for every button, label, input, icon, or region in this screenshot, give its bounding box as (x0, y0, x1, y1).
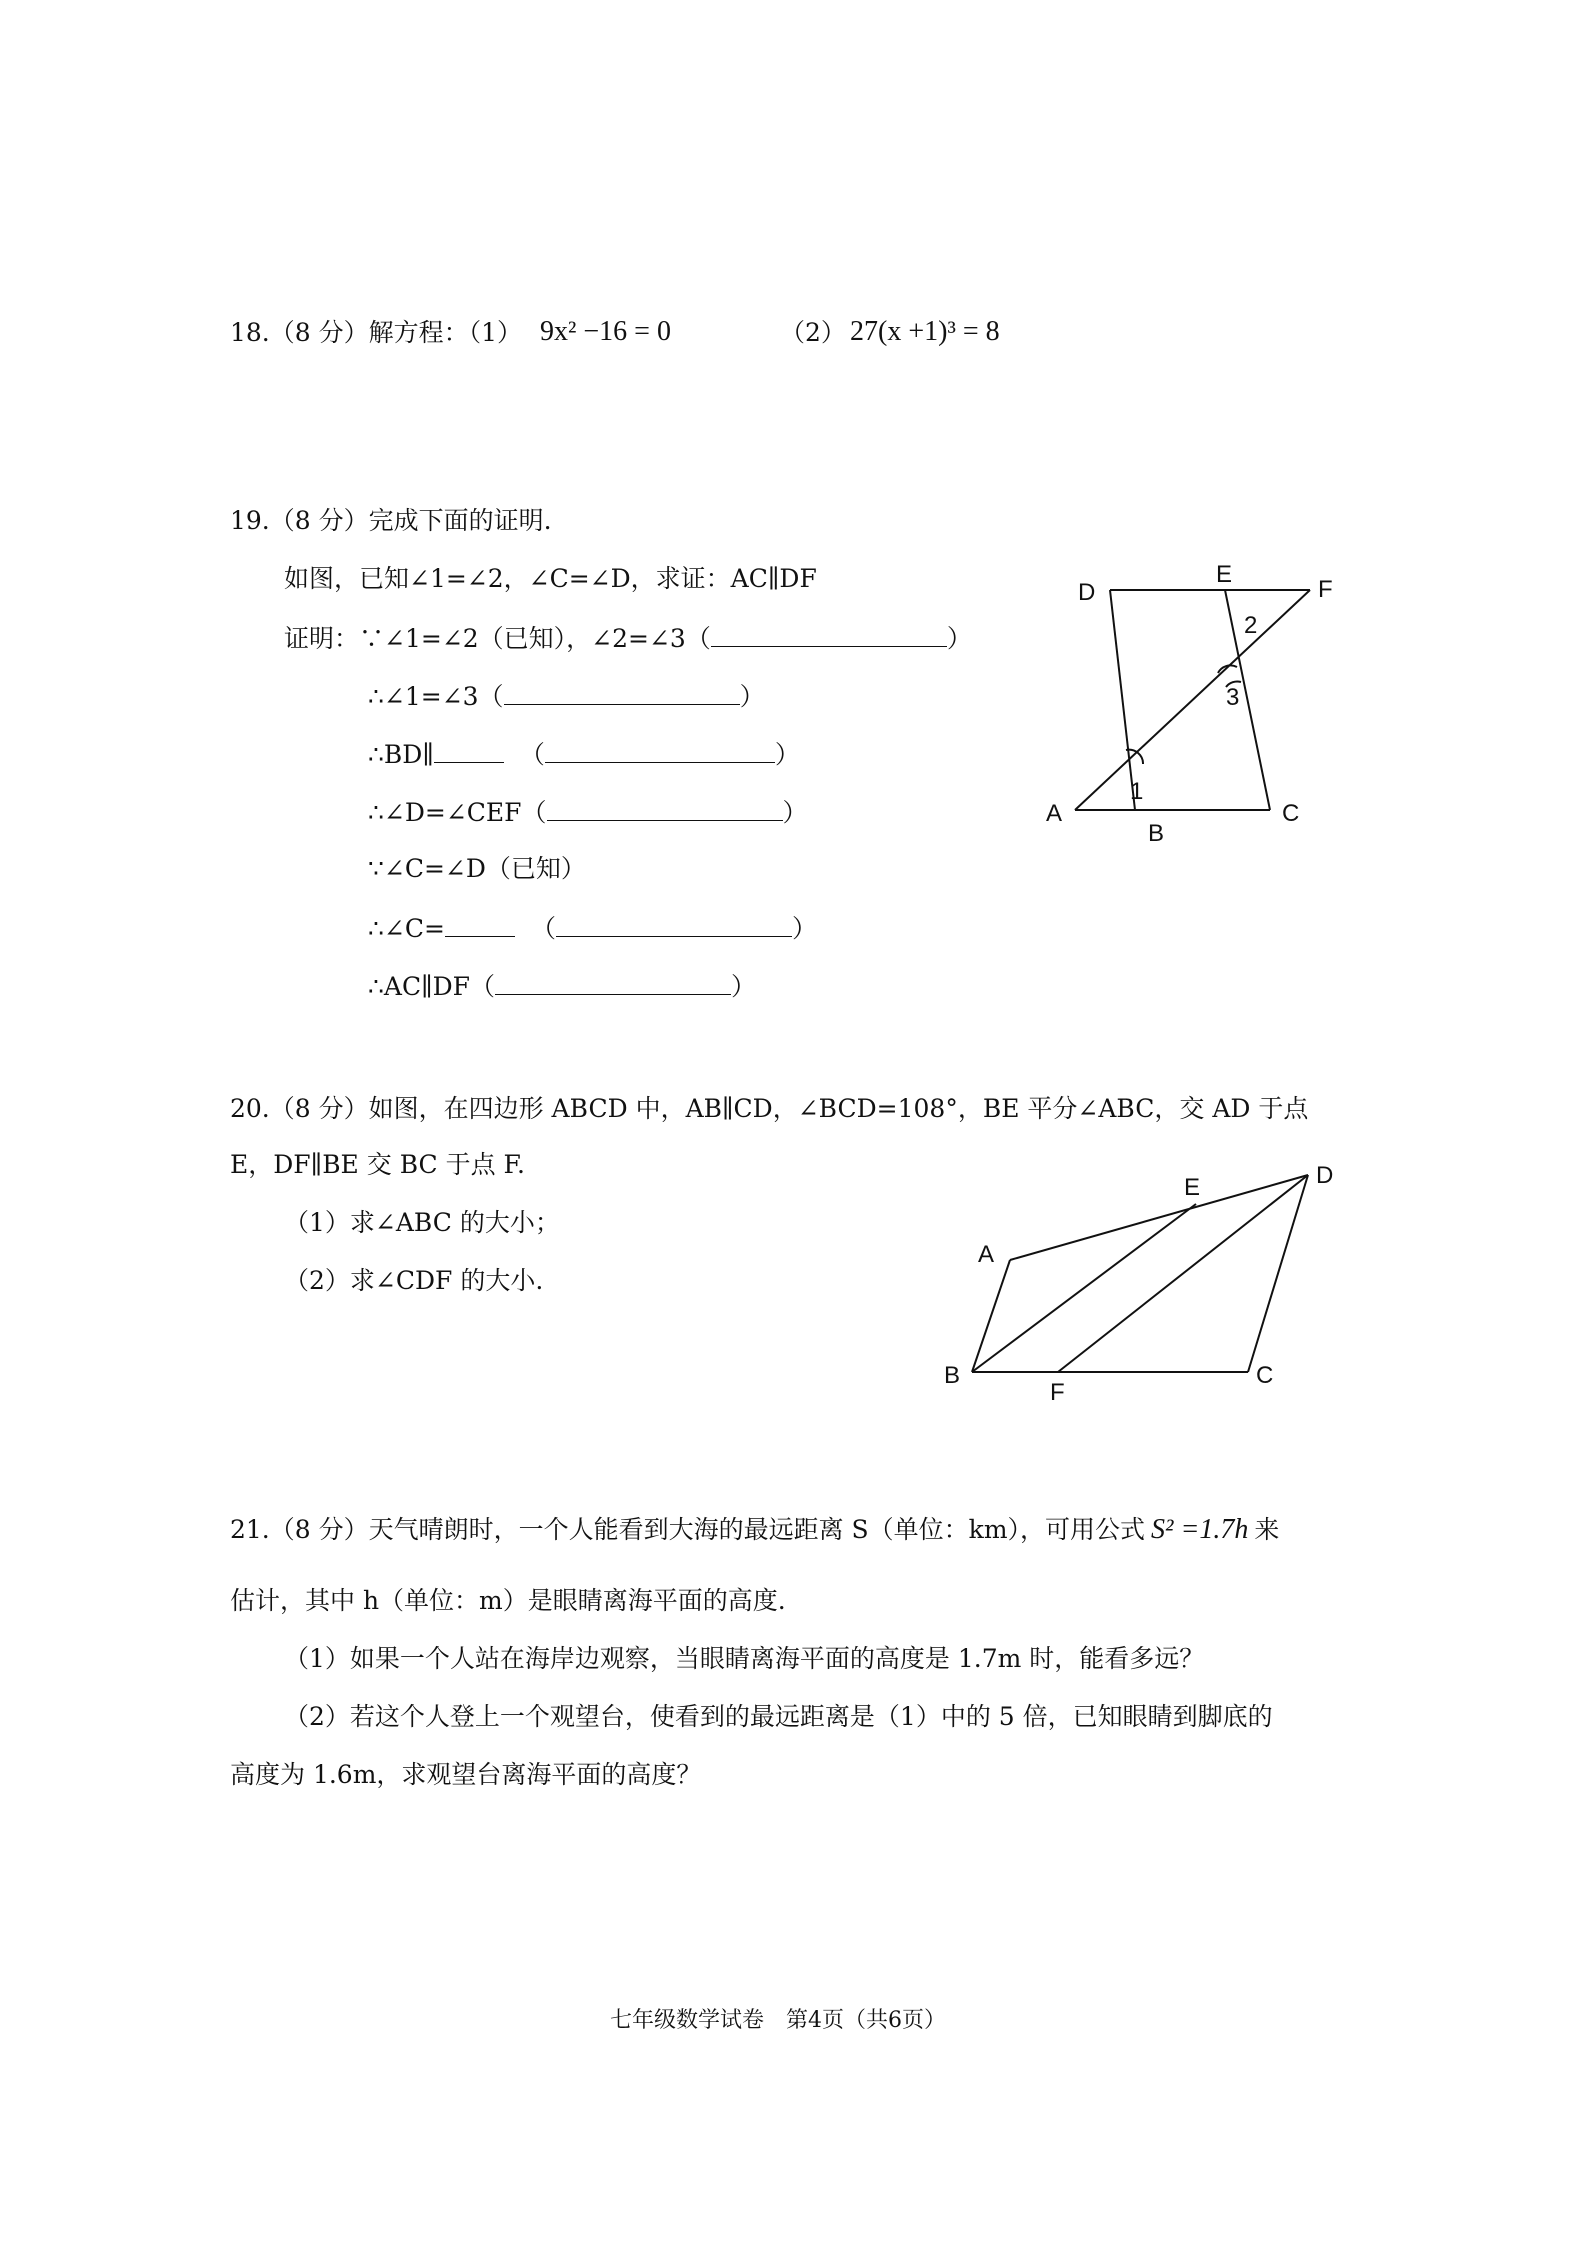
label-E: E (1216, 561, 1233, 588)
label-A: A (978, 1241, 995, 1268)
q21-formula: S² =1.7h (1151, 1514, 1249, 1545)
q20-sub-1: （1）求∠ABC 的大小； (284, 1208, 560, 1237)
label-B: B (1148, 820, 1165, 847)
line-DB (1110, 590, 1135, 810)
q19-blank-7[interactable] (495, 972, 731, 995)
line-CD (1248, 1175, 1308, 1372)
label-E: E (1184, 1174, 1201, 1201)
close-paren: ） (774, 740, 800, 769)
q20-sub-2: （2）求∠CDF 的大小. (284, 1266, 544, 1295)
q21-sub-2a: （2）若这个人登上一个观望台，使看到的最远距离是（1）中的 5 倍，已知眼睛到脚底的 (284, 1702, 1273, 1731)
line-BE (972, 1204, 1196, 1372)
q21-sub-1: （1）如果一个人站在海岸边观察，当眼睛离海平面的高度是 1.7m 时，能看多远？ (284, 1644, 1205, 1673)
close-paren: ） (782, 798, 808, 827)
q19-blank-6a[interactable] (445, 914, 515, 937)
label-A: A (1046, 800, 1063, 827)
q19-blank-3a[interactable] (434, 740, 504, 763)
q19-line4-text: ∴∠D=∠CEF（ (368, 798, 547, 827)
q19-proof-line-6 (368, 914, 817, 941)
line-DF (1058, 1175, 1308, 1372)
close-paren: ） (791, 914, 817, 943)
q21-line1-end: 来 (1254, 1515, 1280, 1544)
label-F: F (1318, 576, 1333, 603)
label-angle-1: 1 (1130, 778, 1144, 805)
q19-heading: 19.（8 分）完成下面的证明. (230, 506, 552, 535)
label-D: D (1078, 579, 1096, 606)
q19-line2-text: ∴∠1=∠3（ (368, 682, 504, 711)
q18-equation-1: 9x² −16 = 0 (540, 316, 671, 347)
q19-line3-text: ∴BD∥ (368, 740, 434, 769)
q19-figure (1030, 555, 1360, 855)
label-F: F (1050, 1379, 1065, 1406)
q21-line-2: 估计，其中 h（单位：m）是眼睛离海平面的高度. (230, 1586, 786, 1615)
q19-proof-line-3 (368, 740, 800, 767)
q19-proof-line-4 (368, 798, 808, 825)
q18-part-2-label: （2） (780, 318, 846, 347)
q21-line1-text: 21.（8 分）天气晴朗时，一个人能看到大海的最远距离 S（单位：km），可用公式 (230, 1515, 1146, 1544)
label-angle-3: 3 (1226, 684, 1240, 711)
q19-line7-text: ∴AC∥DF（ (368, 972, 496, 1001)
q19-proof-line-1 (284, 624, 972, 651)
open-paren: （ (530, 914, 556, 943)
q19-blank-1[interactable] (711, 624, 947, 647)
q19-proof-line-7 (368, 972, 756, 999)
q19-proof-line-5: ∵∠C=∠D（已知） (368, 854, 586, 883)
label-C: C (1256, 1362, 1274, 1389)
q19-line6-text: ∴∠C= (368, 914, 445, 943)
label-C: C (1282, 800, 1300, 827)
q21-sub-2b: 高度为 1.6m，求观望台离海平面的高度？ (230, 1760, 702, 1789)
open-paren: （ (519, 740, 545, 769)
q20-figure (930, 1150, 1350, 1420)
q19-given: 如图，已知∠1=∠2，∠C=∠D，求证：AC∥DF (284, 564, 817, 593)
label-B: B (944, 1362, 961, 1389)
line-AB (972, 1260, 1010, 1372)
label-D: D (1316, 1162, 1334, 1189)
q19-proof-line-2 (368, 682, 765, 709)
q19-blank-4[interactable] (547, 798, 783, 821)
q19-blank-6b[interactable] (556, 914, 792, 937)
q19-proof-label: 证明： (284, 624, 360, 653)
angle-2-arc (1218, 665, 1237, 673)
q19-blank-3b[interactable] (545, 740, 775, 763)
page-footer: 七年级数学试卷 第4页（共6页） (610, 2008, 946, 2033)
close-paren: ） (731, 972, 757, 1001)
q19-blank-2[interactable] (504, 682, 740, 705)
label-angle-2: 2 (1244, 612, 1258, 639)
q19-line1-text: ∵∠1=∠2（已知），∠2=∠3（ (359, 624, 711, 653)
close-paren: ） (946, 624, 972, 653)
close-paren: ） (739, 682, 765, 711)
line-AF (1075, 590, 1310, 810)
line-AD (1010, 1175, 1308, 1260)
q20-line-1: 20.（8 分）如图，在四边形 ABCD 中，AB∥CD，∠BCD=108°，BE 平分∠ABC，交 AD 于点 (230, 1094, 1309, 1123)
q18-equation-2: 27(x +1)³ = 8 (850, 316, 1000, 347)
q21-line-1 (230, 1516, 1279, 1544)
q18-heading: 18.（8 分）解方程：（1） (230, 318, 523, 347)
q20-line-2: E，DF∥BE 交 BC 于点 F. (230, 1150, 525, 1179)
